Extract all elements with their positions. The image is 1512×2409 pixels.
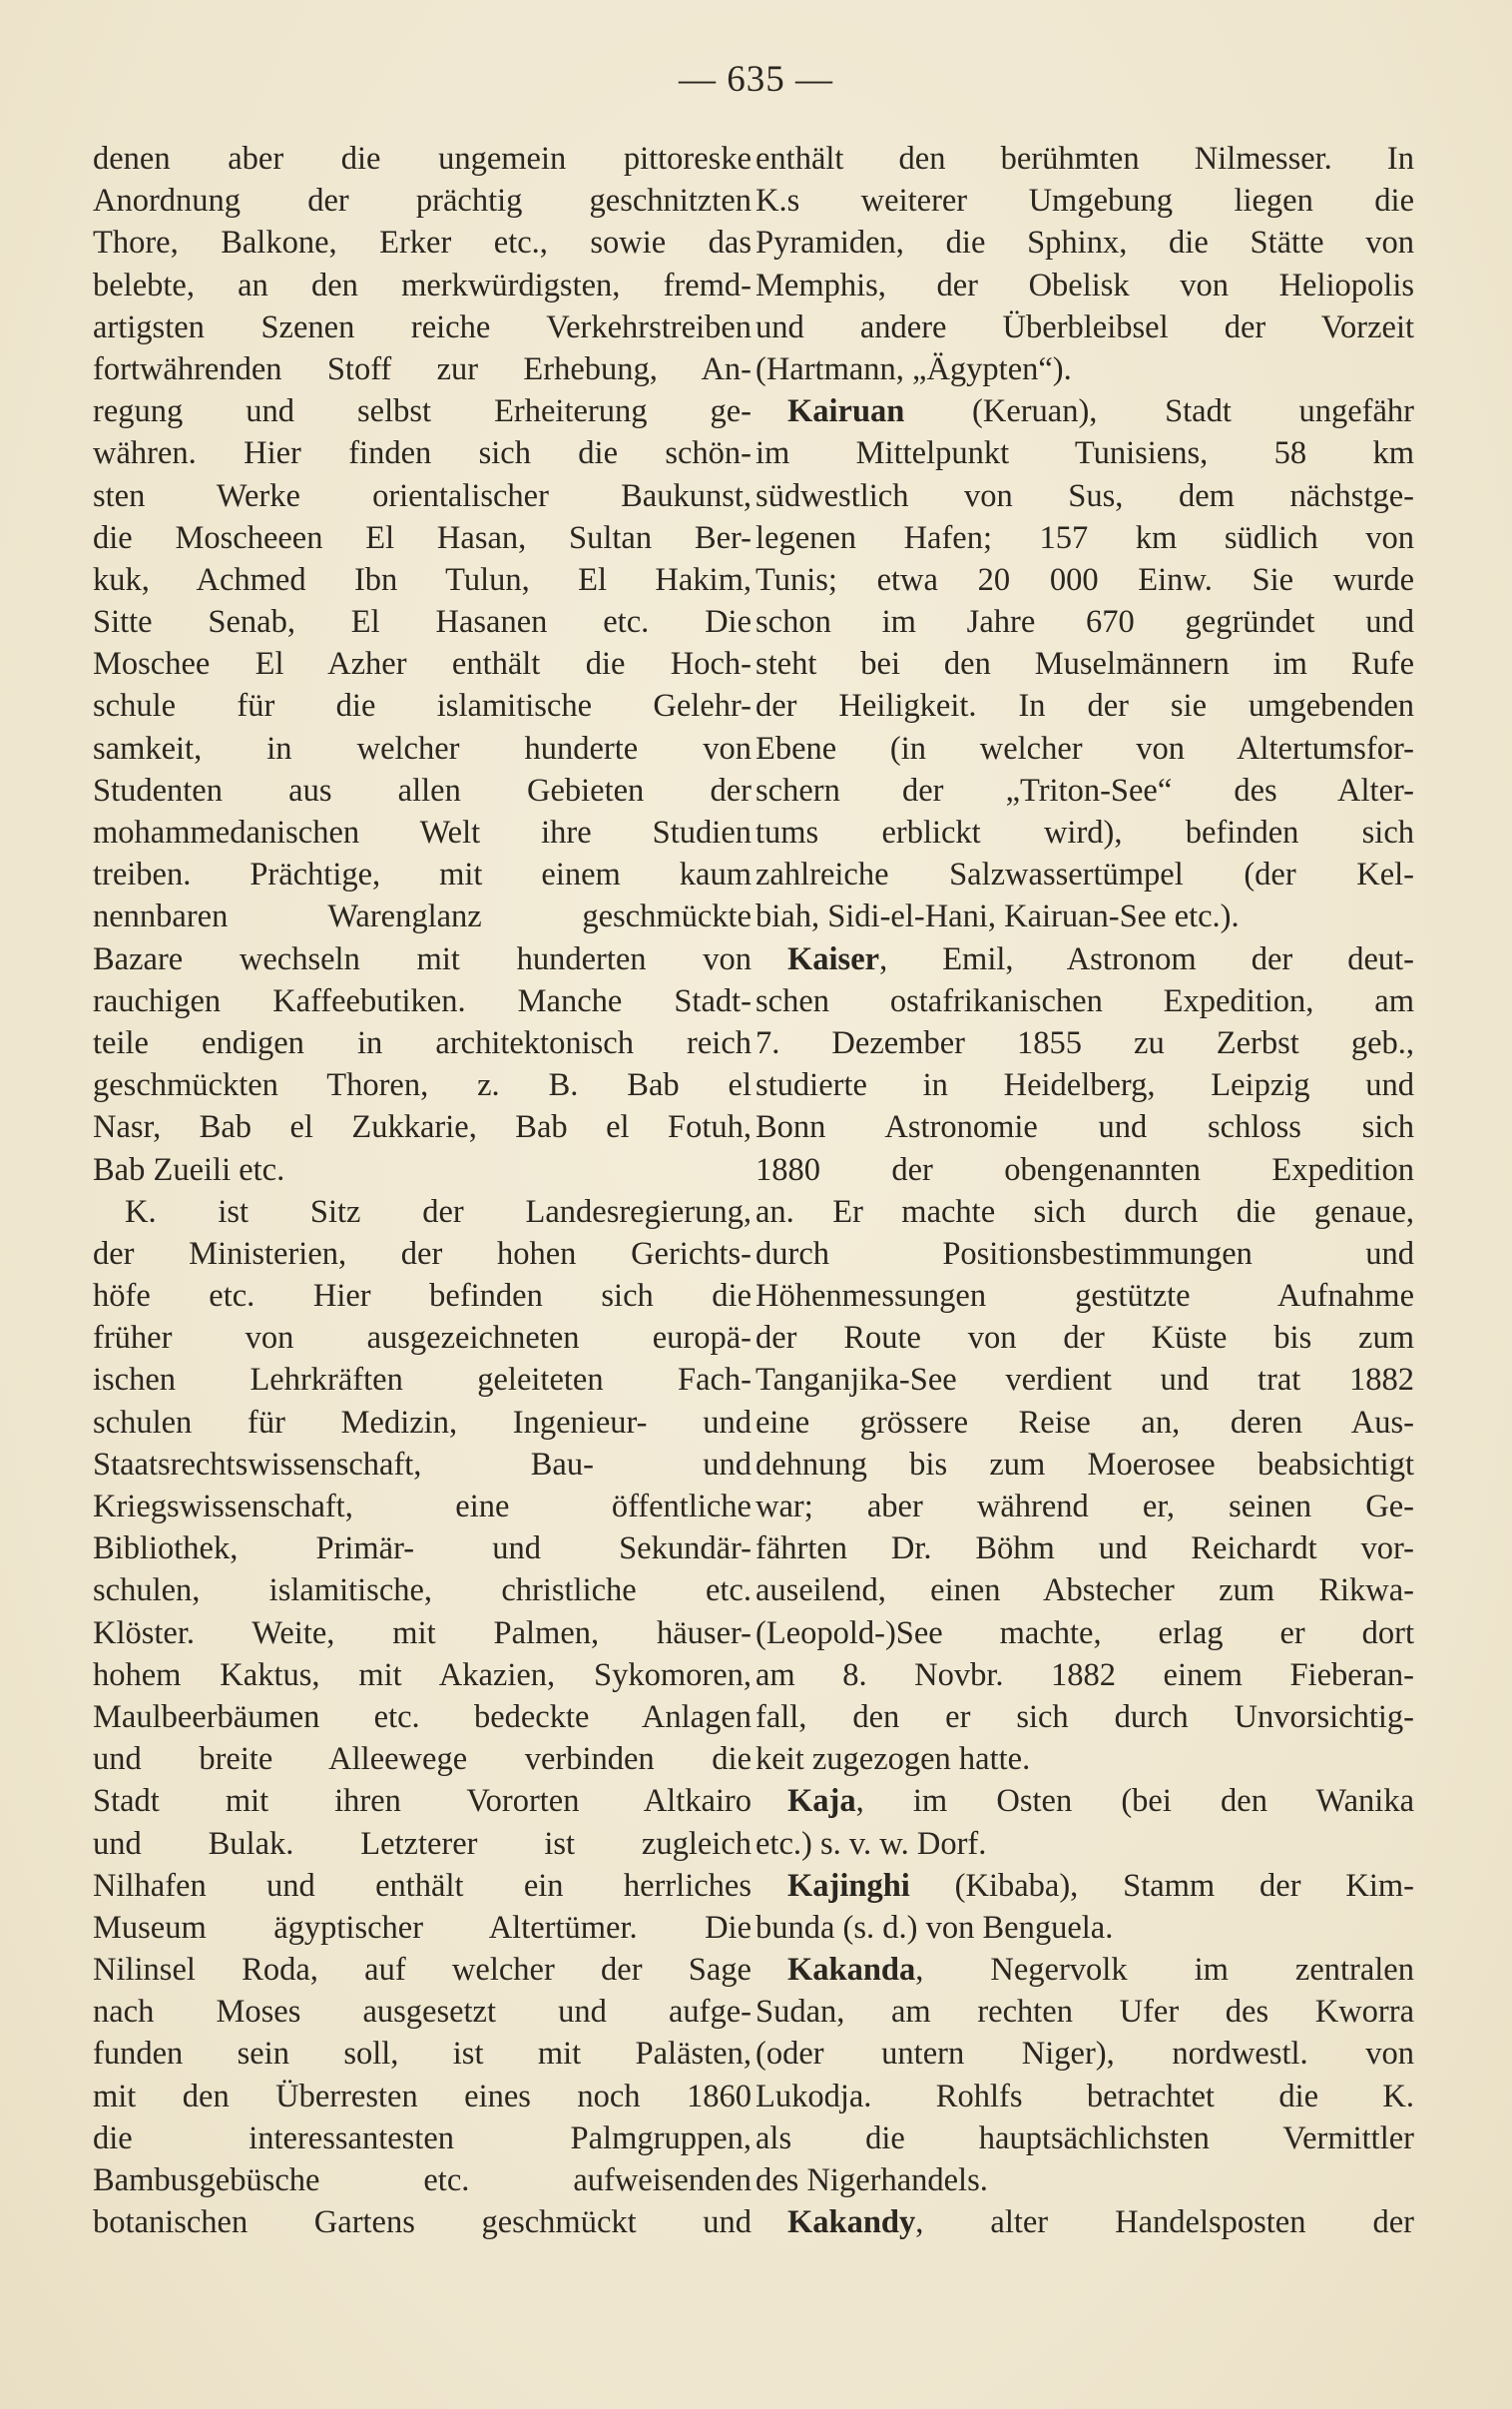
line-text: Pyramiden, die Sphinx, die Stätte von: [756, 225, 1414, 262]
line-text: Bazare wechseln mit hunderten von: [93, 940, 752, 977]
text-line: [756, 2033, 1414, 2075]
text-line: [93, 812, 752, 854]
line-text: geschmückten Thoren, z. B. Bab el: [93, 1067, 752, 1104]
text-line: [93, 1106, 752, 1148]
line-text: Nilhafen und enthält ein herrliches: [93, 1867, 752, 1904]
text-line: [756, 1106, 1414, 1148]
line-text: Bonn Astronomie und schloss sich: [756, 1109, 1414, 1146]
text-line: [93, 1317, 752, 1359]
line-text: denen aber die ungemein pittoreske: [93, 141, 752, 177]
line-text: biah, Sidi-el-Hani, Kairuan-See etc.).: [756, 899, 1240, 935]
text-line: [93, 1696, 752, 1738]
text-line: [93, 475, 752, 517]
line-text: (Kibaba), Stamm der Kim-: [909, 1867, 1414, 1904]
text-line: [756, 1359, 1414, 1401]
text-line: [93, 1233, 752, 1275]
text-line: [93, 1191, 752, 1233]
line-text: schon im Jahre 670 gegründet und: [756, 604, 1414, 641]
line-text: schule für die islamitische Gelehr-: [93, 688, 752, 725]
entry-headword: Kakandy: [787, 2204, 916, 2241]
text-line: [93, 432, 752, 474]
line-text: kuk, Achmed Ibn Tulun, El Hakim,: [93, 561, 752, 598]
line-text: Memphis, der Obelisk von Heliopolis: [756, 267, 1414, 303]
line-text: Staatsrechtswissenschaft, Bau- und: [93, 1446, 752, 1483]
text-line: [93, 1486, 752, 1527]
text-line: [93, 1569, 752, 1611]
text-line: [93, 2117, 752, 2159]
entry-headword: Kakanda: [787, 1952, 916, 1989]
line-text: zahlreiche Salzwassertümpel (der Kel-: [756, 857, 1414, 894]
text-line: [756, 475, 1414, 517]
text-line: [93, 1654, 752, 1696]
text-line: [93, 896, 752, 937]
line-text: (oder untern Niger), nordwestl. von: [756, 2036, 1414, 2073]
line-text: bunda (s. d.) von Benguela.: [756, 1909, 1114, 1946]
text-line: [93, 1275, 752, 1317]
text-line: [93, 1823, 752, 1865]
text-line: [756, 601, 1414, 643]
line-text: (Hartmann, „Ägypten“).: [756, 350, 1072, 387]
text-line: [93, 2159, 752, 2201]
line-text: am 8. Novbr. 1882 einem Fieberan-: [756, 1656, 1414, 1693]
text-line: [93, 1064, 752, 1106]
text-line: [93, 180, 752, 222]
text-line: [93, 1949, 752, 1991]
line-text: war; aber während er, seinen Ge-: [756, 1489, 1414, 1524]
text-line: [756, 1444, 1414, 1486]
text-line: [93, 2076, 752, 2117]
line-text: fortwährenden Stoff zur Erhebung, An-: [93, 350, 752, 387]
line-text: fall, den er sich durch Unvorsichtig-: [756, 1698, 1414, 1735]
line-text: schen ostafrikanischen Expedition, am: [756, 982, 1414, 1019]
line-text: Klöster. Weite, mit Palmen, häuser-: [93, 1614, 752, 1651]
text-line: [756, 1275, 1414, 1317]
text-line: [93, 643, 752, 685]
line-text: mit den Überresten eines noch 1860: [93, 2078, 752, 2114]
line-text: (Leopold-)See machte, erlag er dort: [756, 1614, 1414, 1651]
line-text: , Negervolk im zentralen: [915, 1952, 1414, 1989]
line-text: und andere Überbleibsel der Vorzeit: [756, 308, 1414, 345]
line-text: (Keruan), Stadt ungefähr: [904, 393, 1414, 430]
line-text: Nilinsel Roda, auf welcher der Sage: [93, 1952, 752, 1989]
text-line: [756, 854, 1414, 896]
line-text: Kriegswissenschaft, eine öffentliche: [93, 1489, 752, 1524]
line-text: hohem Kaktus, mit Akazien, Sykomoren,: [93, 1656, 752, 1693]
line-text: funden sein soll, ist mit Palästen,: [93, 2036, 752, 2073]
text-line: [756, 1022, 1414, 1064]
line-text: als die hauptsächlichsten Vermittler: [756, 2119, 1414, 2156]
text-line: [756, 812, 1414, 854]
text-line: [756, 1738, 1414, 1780]
line-text: K. ist Sitz der Landesregierung,: [125, 1193, 752, 1230]
text-line: [756, 1612, 1414, 1654]
line-text: , Emil, Astronom der deut-: [879, 940, 1414, 977]
line-text: rauchigen Kaffeebutiken. Manche Stadt-: [93, 982, 752, 1019]
line-text: keit zugezogen hatte.: [756, 1741, 1031, 1778]
line-text: samkeit, in welcher hunderte von: [93, 730, 752, 767]
line-text: enthält den berühmten Nilmesser. In: [756, 141, 1414, 177]
text-line: [756, 980, 1414, 1022]
line-text: die interessantesten Palmgruppen,: [93, 2119, 752, 2156]
line-text: Museum ägyptischer Altertümer. Die: [93, 1909, 752, 1946]
text-line: [93, 1612, 752, 1654]
line-text: regung und selbst Erheiterung ge-: [93, 393, 752, 430]
line-text: höfe etc. Hier befinden sich die: [93, 1278, 752, 1315]
line-text: etc.) s. v. w. Dorf.: [756, 1825, 987, 1862]
line-text: K.s weiterer Umgebung liegen die: [756, 183, 1414, 220]
text-line: [93, 1402, 752, 1444]
text-line: [93, 1149, 752, 1191]
line-text: der Heiligkeit. In der sie umgebenden: [756, 688, 1414, 725]
text-line: [756, 1823, 1414, 1865]
text-line: [756, 2159, 1414, 2201]
text-line: [756, 390, 1414, 432]
text-line: [93, 1738, 752, 1780]
text-line: [756, 1865, 1414, 1907]
entry-headword: Kaja: [787, 1783, 856, 1820]
text-line: [756, 1654, 1414, 1696]
line-text: Sitte Senab, El Hasanen etc. Die: [93, 604, 752, 641]
line-text: sten Werke orientalischer Baukunst,: [93, 477, 752, 514]
line-text: Anordnung der prächtig geschnitzten: [93, 183, 752, 220]
line-text: Bab Zueili etc.: [93, 1151, 285, 1188]
text-line: [93, 1865, 752, 1907]
text-line: [756, 222, 1414, 264]
text-line: [93, 222, 752, 264]
text-line: [93, 1022, 752, 1064]
text-line: [756, 1527, 1414, 1569]
text-line: [756, 728, 1414, 770]
text-line: [756, 306, 1414, 348]
line-text: Stadt mit ihren Vororten Altkairo: [93, 1783, 752, 1820]
text-line: [756, 1317, 1414, 1359]
line-text: auseilend, einen Abstecher zum Rikwa-: [756, 1572, 1414, 1609]
text-line: [756, 770, 1414, 812]
entry-headword: Kajinghi: [787, 1867, 910, 1904]
text-line: [93, 306, 752, 348]
line-text: währen. Hier finden sich die schön-: [93, 435, 752, 472]
text-line: [756, 1991, 1414, 2033]
line-text: früher von ausgezeichneten europä-: [93, 1320, 752, 1357]
page-number: — 635 —: [679, 59, 833, 100]
text-line: [756, 348, 1414, 390]
line-text: nach Moses ausgesetzt und aufge-: [93, 1994, 752, 2031]
line-text: nennbaren Warenglanz geschmückte: [93, 899, 752, 935]
text-line: [756, 1696, 1414, 1738]
line-text: Nasr, Bab el Zukkarie, Bab el Fotuh,: [93, 1109, 752, 1146]
text-line: [93, 348, 752, 390]
text-line: [93, 1780, 752, 1822]
line-text: und Bulak. Letzterer ist zugleich: [93, 1825, 752, 1862]
line-text: mohammedanischen Welt ihre Studien: [93, 815, 752, 851]
text-line: [756, 1191, 1414, 1233]
line-text: Maulbeerbäumen etc. bedeckte Anlagen: [93, 1698, 752, 1735]
line-text: studierte in Heidelberg, Leipzig und: [756, 1067, 1414, 1104]
line-text: an. Er machte sich durch die genaue,: [756, 1193, 1414, 1230]
line-text: im Mittelpunkt Tunisiens, 58 km: [756, 435, 1414, 472]
text-line: [93, 1527, 752, 1569]
line-text: botanischen Gartens geschmückt und: [93, 2204, 752, 2241]
text-line: [756, 1949, 1414, 1991]
text-line: [93, 517, 752, 559]
entry-headword: Kaiser: [787, 940, 880, 977]
line-text: südwestlich von Sus, dem nächstge-: [756, 477, 1414, 514]
line-text: der Ministerien, der hohen Gerichts-: [93, 1235, 752, 1272]
text-line: [93, 390, 752, 432]
text-line: [756, 559, 1414, 601]
text-line: [93, 265, 752, 306]
text-line: [756, 1149, 1414, 1191]
line-text: eine grössere Reise an, deren Aus-: [756, 1404, 1414, 1441]
line-text: Lukodja. Rohlfs betrachtet die K.: [756, 2078, 1414, 2114]
line-text: Studenten aus allen Gebieten der: [93, 772, 752, 809]
line-text: 7. Dezember 1855 zu Zerbst geb.,: [756, 1024, 1414, 1061]
line-text: belebte, an den merkwürdigsten, fremd-: [93, 267, 752, 303]
line-text: 1880 der obengenannten Expedition: [756, 1151, 1414, 1188]
line-text: tums erblickt wird), befinden sich: [756, 815, 1414, 851]
text-line: [756, 1233, 1414, 1275]
line-text: legenen Hafen; 157 km südlich von: [756, 519, 1414, 556]
text-line: [756, 1402, 1414, 1444]
line-text: ischen Lehrkräften geleiteten Fach-: [93, 1362, 752, 1399]
line-text: schern der „Triton-See“ des Alter-: [756, 772, 1414, 809]
line-text: die Moscheeen El Hasan, Sultan Ber-: [93, 519, 752, 556]
text-line: [93, 2033, 752, 2075]
text-line: [756, 896, 1414, 937]
text-line: [756, 138, 1414, 180]
text-line: [93, 770, 752, 812]
line-text: durch Positionsbestimmungen und: [756, 1235, 1414, 1272]
text-line: [93, 1359, 752, 1401]
line-text: Tunis; etwa 20 000 Einw. Sie wurde: [756, 561, 1414, 598]
text-line: [93, 938, 752, 980]
text-line: [756, 685, 1414, 727]
text-line: [93, 2201, 752, 2243]
line-text: Ebene (in welcher von Altertumsfor-: [756, 730, 1414, 767]
text-line: [756, 1064, 1414, 1106]
text-line: [93, 1907, 752, 1949]
text-line: [93, 138, 752, 180]
line-text: fährten Dr. Böhm und Reichardt vor-: [756, 1530, 1414, 1567]
text-line: [756, 643, 1414, 685]
text-line: [756, 265, 1414, 306]
line-text: schulen, islamitische, christliche etc.: [93, 1572, 752, 1609]
left-column: [93, 138, 752, 2243]
line-text: teile endigen in architektonisch reich: [93, 1024, 752, 1061]
line-text: Thore, Balkone, Erker etc., sowie das: [93, 225, 752, 262]
text-line: [93, 854, 752, 896]
text-line: [93, 559, 752, 601]
line-text: , im Osten (bei den Wanika: [855, 1783, 1414, 1820]
text-line: [756, 2076, 1414, 2117]
right-column: [756, 138, 1414, 2243]
text-line: [93, 1991, 752, 2033]
text-line: [93, 728, 752, 770]
entry-headword: Kairuan: [787, 393, 905, 430]
text-line: [93, 685, 752, 727]
line-text: artigsten Szenen reiche Verkehrstreiben: [93, 308, 752, 345]
text-line: [756, 938, 1414, 980]
line-text: treiben. Prächtige, mit einem kaum: [93, 857, 752, 894]
line-text: Sudan, am rechten Ufer des Kworra: [756, 1994, 1414, 2031]
text-line: [756, 432, 1414, 474]
line-text: Bambusgebüsche etc. aufweisenden: [93, 2162, 752, 2198]
line-text: und breite Alleewege verbinden die: [93, 1741, 752, 1778]
text-line: [756, 1780, 1414, 1822]
line-text: Moschee El Azher enthält die Hoch-: [93, 646, 752, 683]
line-text: , alter Handelsposten der: [915, 2204, 1414, 2241]
line-text: der Route von der Küste bis zum: [756, 1320, 1414, 1357]
text-line: [93, 1444, 752, 1486]
text-line: [756, 1569, 1414, 1611]
line-text: steht bei den Muselmännern im Rufe: [756, 646, 1414, 683]
line-text: Höhenmessungen gestützte Aufnahme: [756, 1278, 1414, 1315]
text-line: [756, 517, 1414, 559]
text-line: [93, 601, 752, 643]
text-line: [756, 2201, 1414, 2243]
line-text: des Nigerhandels.: [756, 2162, 988, 2198]
line-text: Tanganjika-See verdient und trat 1882: [756, 1362, 1414, 1399]
line-text: Bibliothek, Primär- und Sekundär-: [93, 1530, 752, 1567]
text-line: [93, 980, 752, 1022]
line-text: schulen für Medizin, Ingenieur- und: [93, 1404, 752, 1441]
text-line: [756, 2117, 1414, 2159]
text-line: [756, 1907, 1414, 1949]
text-line: [756, 180, 1414, 222]
text-line: [756, 1486, 1414, 1527]
line-text: dehnung bis zum Moerosee beabsichtigt: [756, 1446, 1414, 1483]
